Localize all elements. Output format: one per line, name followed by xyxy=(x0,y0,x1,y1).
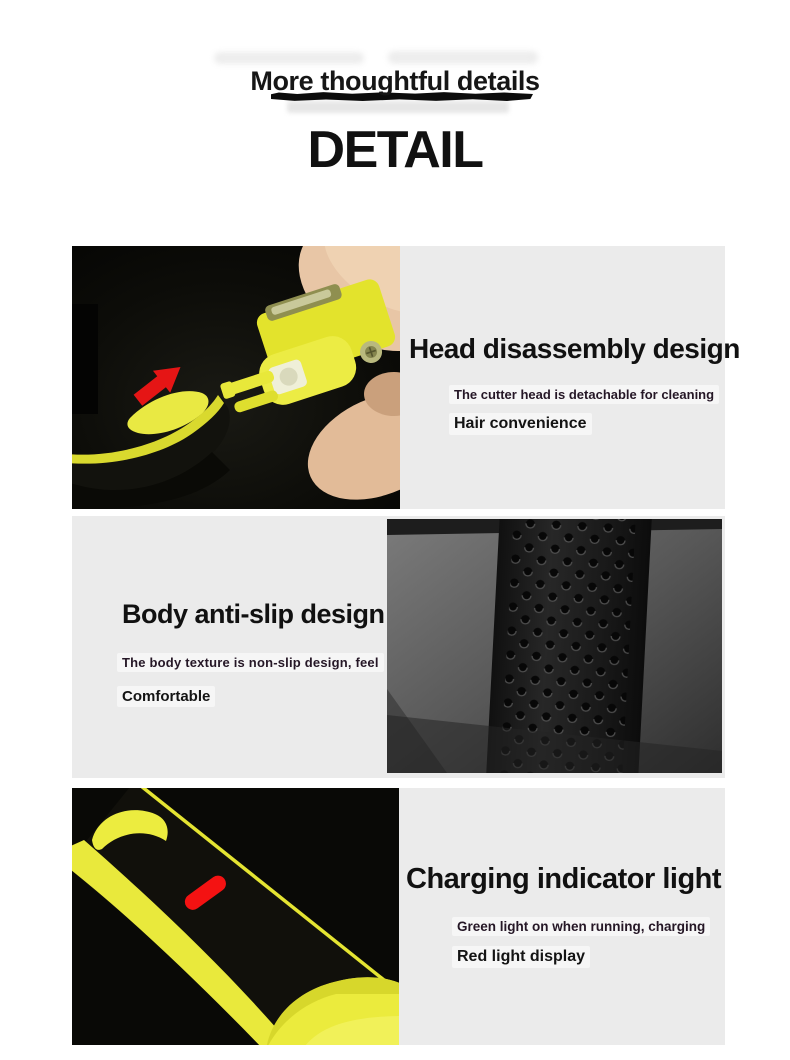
section-charging-indicator xyxy=(72,788,725,1045)
photo-charging-indicator-art xyxy=(72,788,399,1045)
section-head-disassembly xyxy=(72,246,740,509)
section-description-line: Comfortable xyxy=(117,686,215,707)
photo-charging-indicator xyxy=(72,788,399,1045)
section-description-line: The cutter head is detachable for cleaning xyxy=(449,385,719,404)
erased-text-artifact xyxy=(214,52,364,64)
erased-text-artifact xyxy=(287,101,509,113)
section-heading: Body anti-slip design xyxy=(122,599,385,629)
section-heading: Head disassembly design xyxy=(409,333,740,364)
section-heading: Charging indicator light xyxy=(406,863,722,895)
section-text-panel xyxy=(400,246,725,509)
page-title: DETAIL xyxy=(307,121,483,179)
photo-head-disassembly-art xyxy=(72,246,400,509)
section-description-line: The body texture is non-slip design, feel xyxy=(117,653,384,672)
section-description-line: Red light display xyxy=(452,946,590,968)
erased-text-artifact xyxy=(388,51,538,64)
section-description-line: Green light on when running, charging xyxy=(452,917,710,936)
page-subtitle: More thoughtful details xyxy=(250,66,540,96)
photo-head-disassembly xyxy=(72,246,400,509)
section-body-anti-slip xyxy=(72,516,725,778)
section-description-line: Hair convenience xyxy=(449,413,592,435)
photo-anti-slip-art xyxy=(387,519,722,773)
photo-anti-slip-texture xyxy=(387,519,722,773)
